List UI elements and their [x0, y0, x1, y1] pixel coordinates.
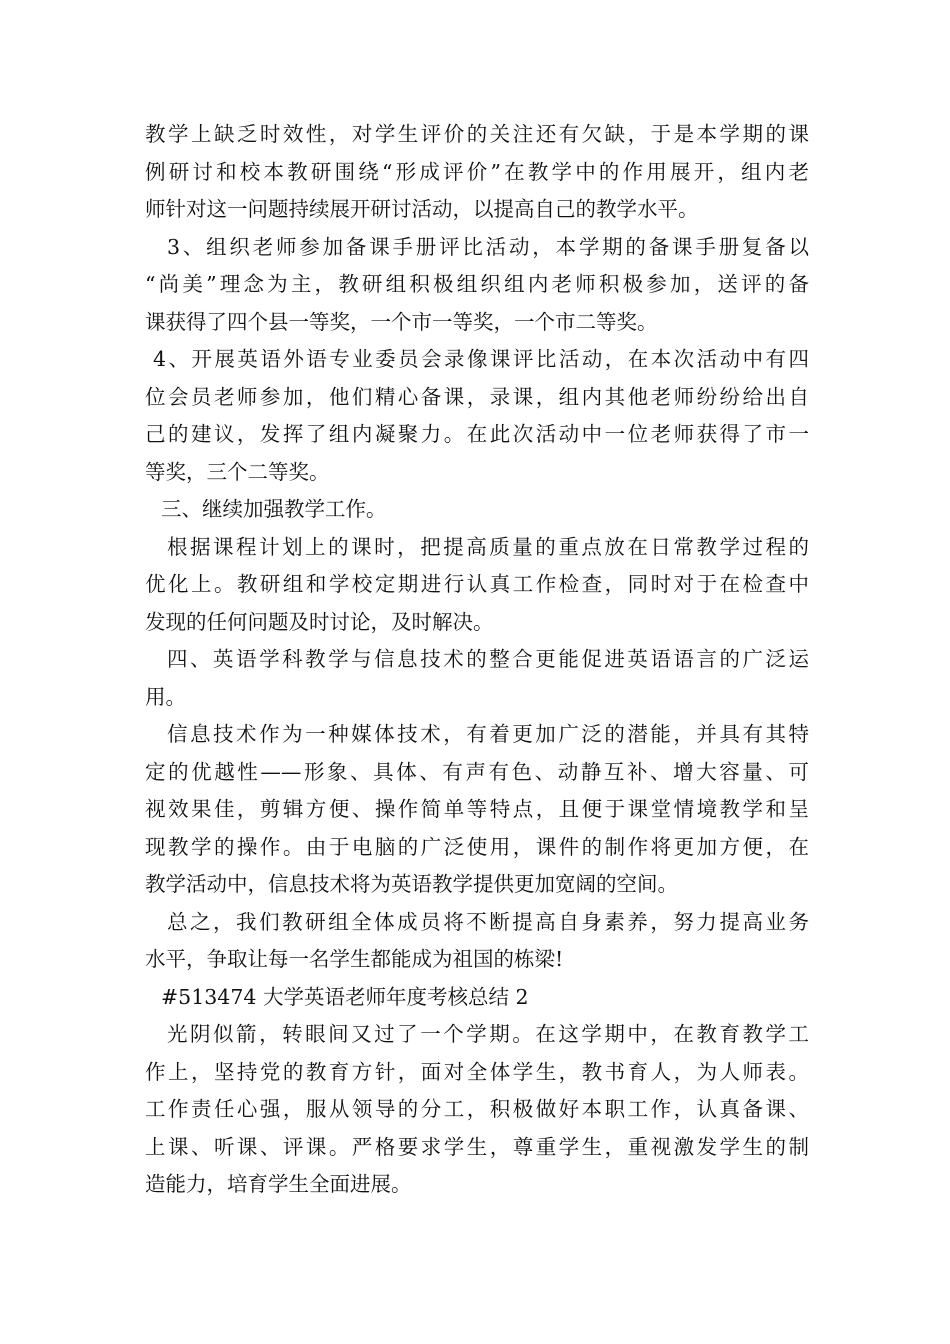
document-heading: #513474 大学英语老师年度考核总结 2: [161, 984, 529, 1009]
paragraph-start: 根据课程计划上的课时，把提高质量的重点放在日常教学过程的: [167, 534, 809, 559]
list-item-3: 3、组织老师参加备课手册评比活动，本学期的备课手册复备以: [167, 234, 809, 259]
section-heading-3: 三、继续加强教学工作。: [161, 497, 387, 521]
text-line: “尚美”理念为主，教研组积极组织组内老师积极参加，送评的备: [145, 272, 809, 296]
paragraph-start: 总之，我们教研组全体成员将不断提高自身素养，努力提高业务: [167, 909, 809, 934]
paragraph-start: 信息技术作为一种媒体技术，有着更加广泛的潜能，并具有其特: [167, 722, 809, 746]
paragraph-start: 光阴似箭，转眼间又过了一个学期。在这学期中，在教育教学工: [167, 1022, 809, 1046]
text-line: 视效果佳，剪辑方便、操作简单等特点，且便于课堂情境教学和呈: [145, 797, 809, 821]
text-line: 水平，争取让每一名学生都能成为祖国的栋梁!: [145, 947, 564, 971]
text-line: 位会员老师参加，他们精心备课，录课，组内其他老师纷纷给出自: [145, 384, 809, 409]
text-line: 己的建议，发挥了组内凝聚力。在此次活动中一位老师获得了市一: [145, 422, 809, 446]
text-line: 工作责任心强，服从领导的分工，积极做好本职工作，认真备课、: [145, 1097, 809, 1121]
list-item-4: 4、开展英语外语专业委员会录像课评比活动，在本次活动中有四: [153, 347, 809, 371]
text-line: 课获得了四个县一等奖，一个市一等奖，一个市二等奖。: [145, 309, 658, 334]
text-line: 造能力，培育学生全面进展。: [145, 1172, 412, 1196]
text-line: 优化上。教研组和学校定期进行认真工作检查，同时对于在检查中: [145, 572, 809, 596]
text-line: 教学上缺乏时效性，对学生评价的关注还有欠缺，于是本学期的课: [145, 122, 809, 146]
section-heading-4: 四、英语学科教学与信息技术的整合更能促进英语语言的广泛运: [167, 647, 809, 671]
text-line: 现教学的操作。由于电脑的广泛使用，课件的制作将更加方便，在: [145, 834, 809, 859]
text-line: 作上，坚持党的教育方针，面对全体学生，教书育人，为人师表。: [145, 1059, 809, 1084]
text-line: 定的优越性——形象、具体、有声有色、动静互补、增大容量、可: [145, 759, 809, 784]
text-line: 上课、听课、评课。严格要求学生，尊重学生，重视激发学生的制: [145, 1134, 809, 1159]
document-body: [145, 116, 809, 1204]
text-line: 教学活动中，信息技术将为英语教学提供更加宽阔的空间。: [145, 872, 678, 896]
text-line: 例研讨和校本教研围绕“形成评价”在教学中的作用展开，组内老: [145, 159, 809, 184]
text-line: 用。: [145, 684, 186, 709]
text-line: 等奖，三个二等奖。: [145, 459, 330, 484]
text-line: 师针对这一问题持续展开研讨活动，以提高自己的教学水平。: [145, 197, 699, 221]
text-line: 发现的任何问题及时讨论，及时解决。: [145, 609, 494, 634]
